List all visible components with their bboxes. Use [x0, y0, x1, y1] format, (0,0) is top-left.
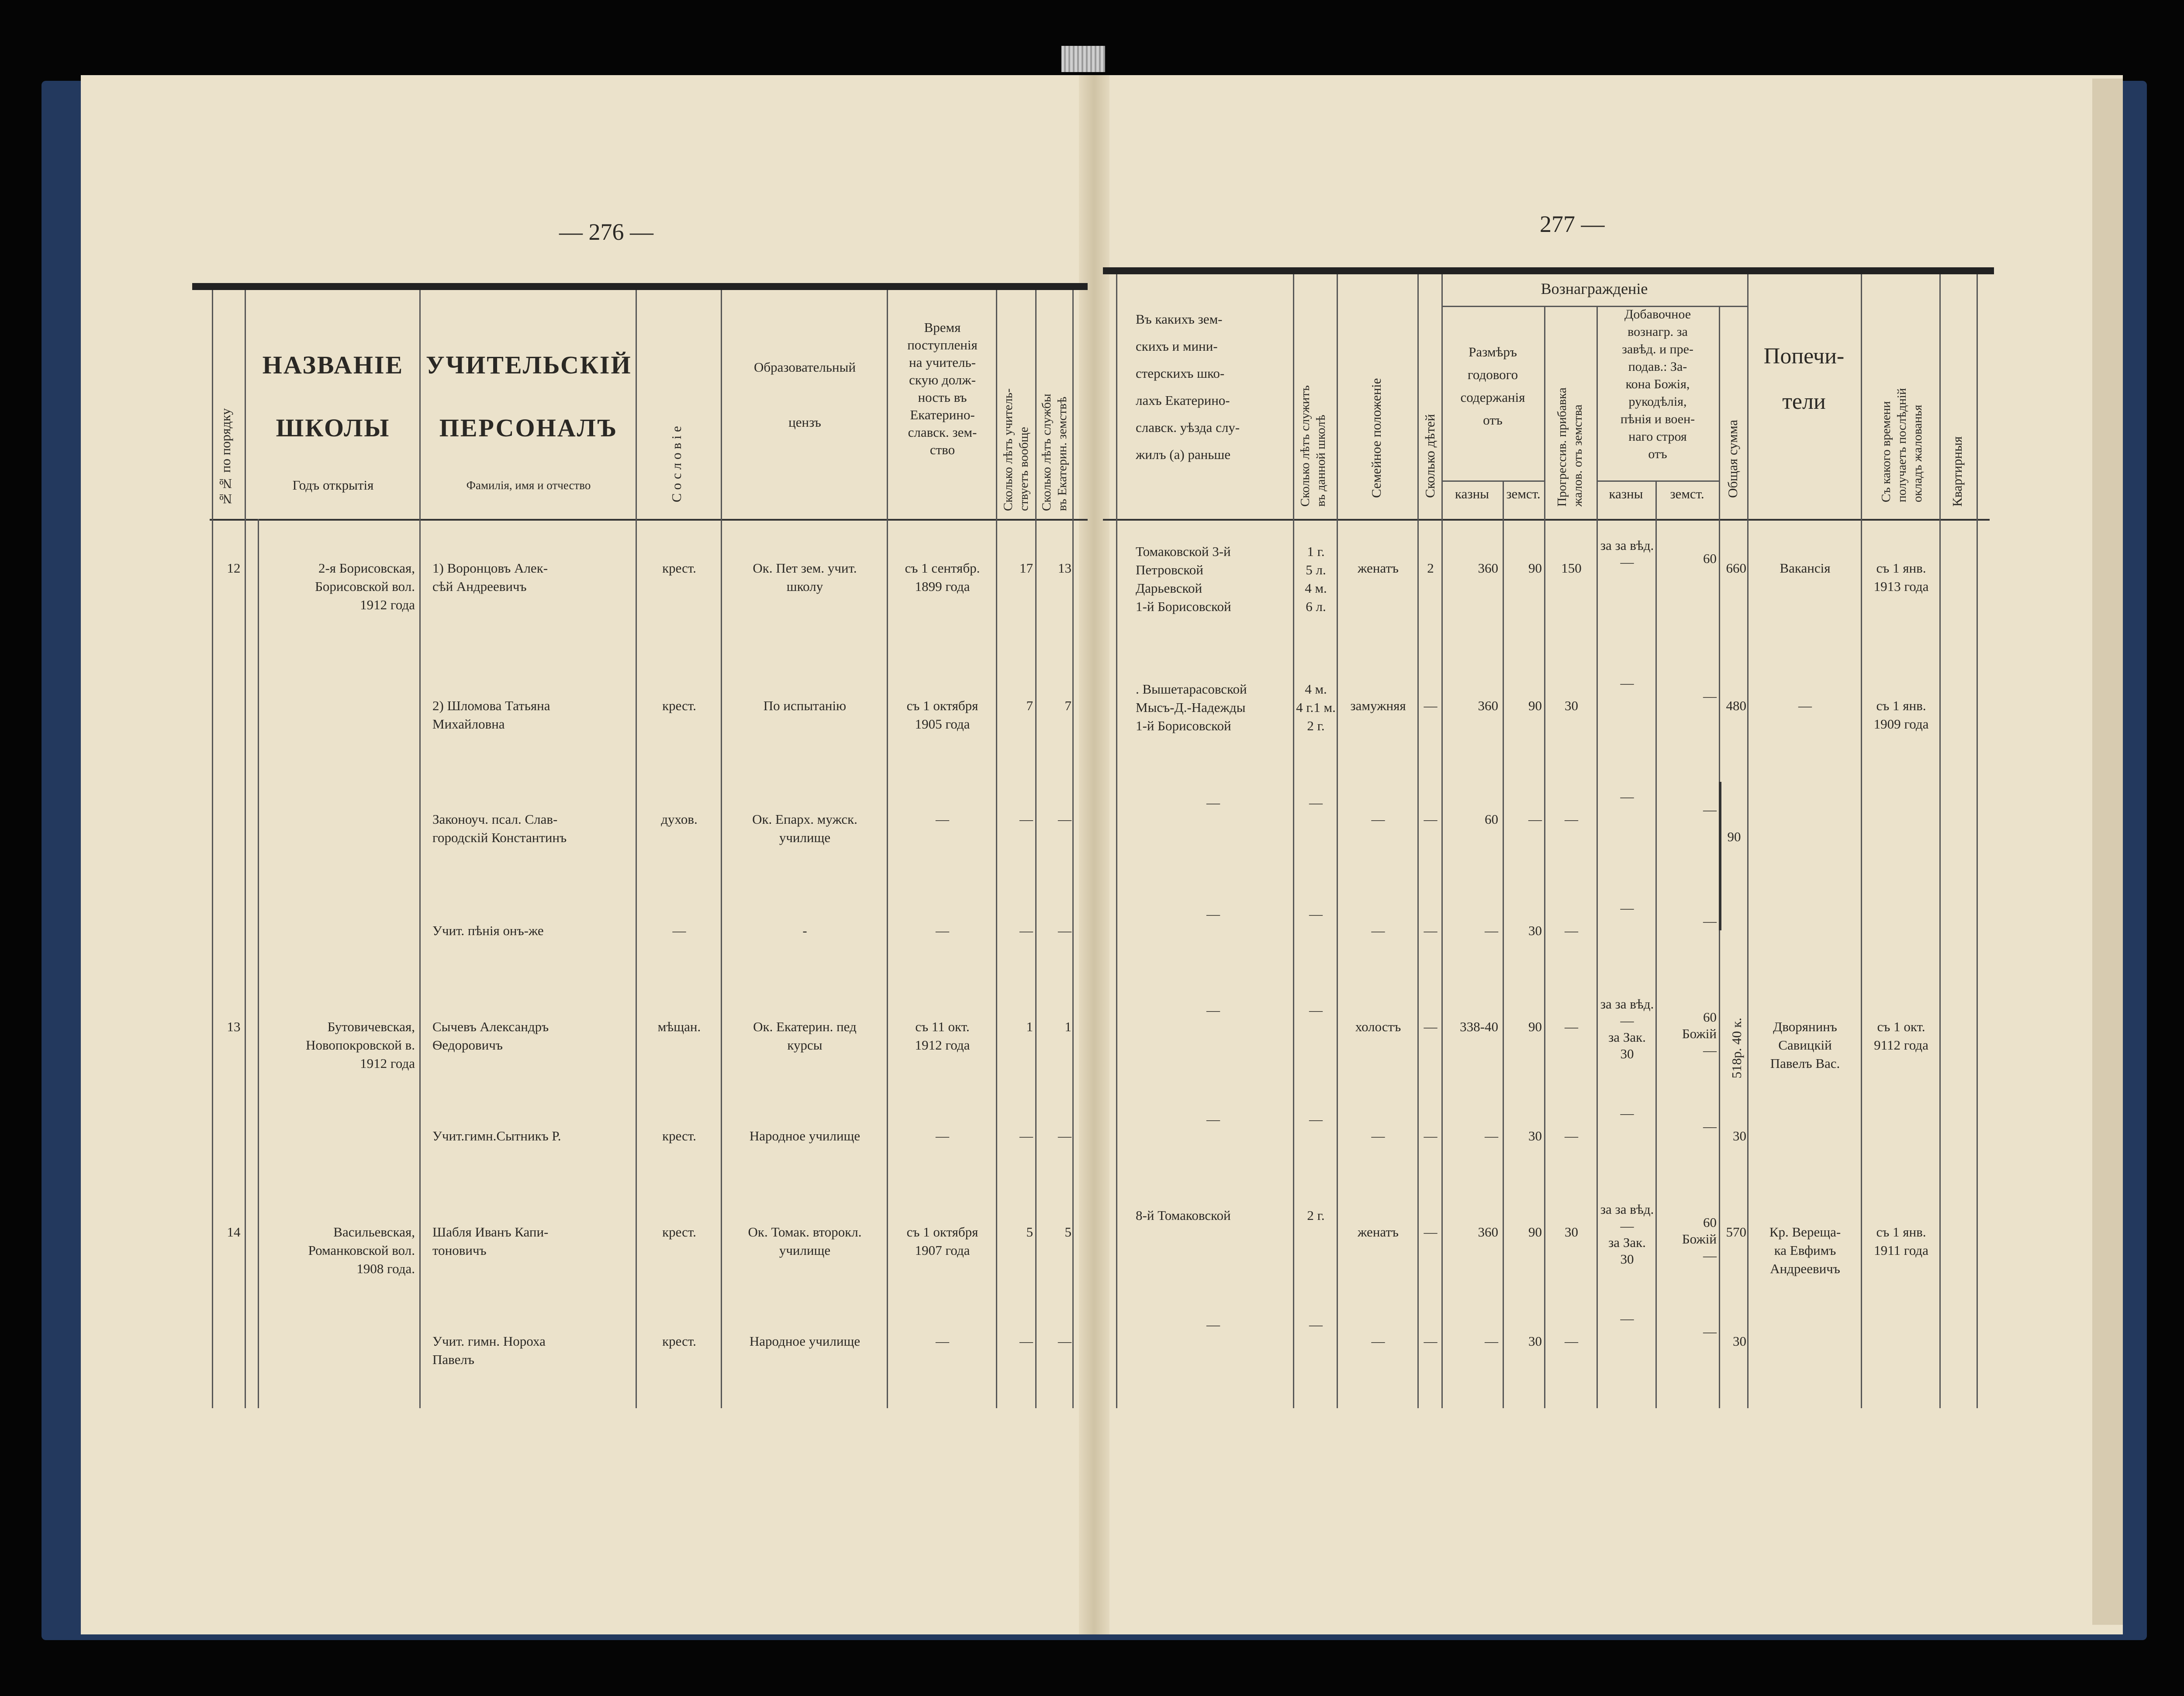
- trustee: Кр. Верещa- ка Евфимъ Андреевичъ: [1769, 1224, 1841, 1276]
- header-time-entry: Время поступленія на учитель- скую долж- ность въ Екатерино- славск. зем- ство: [907, 320, 978, 457]
- teacher-estate: крест.: [662, 698, 696, 713]
- header-salary-zemst: земст.: [1506, 486, 1541, 501]
- col-divider: [1337, 274, 1338, 1408]
- family-status: —: [1371, 923, 1385, 938]
- header-estate: Сословіе: [669, 422, 684, 502]
- years-here: 4 м. 4 г.1 м. 2 г.: [1296, 681, 1336, 733]
- salary-kazny: —: [1485, 1333, 1498, 1349]
- years-here: —: [1309, 795, 1323, 810]
- teacher-name: 1) Воронцовъ Алек- сѣй Андреевичъ: [432, 560, 548, 594]
- salary-zemst: 30: [1528, 1128, 1542, 1143]
- right-table-top-rule: [1103, 267, 1994, 274]
- col-divider: [1072, 290, 1074, 1408]
- teacher-education: -: [802, 923, 807, 938]
- extra-zemst: 60: [1703, 551, 1717, 566]
- extra-zemst: —: [1703, 1324, 1717, 1339]
- header-years-here: Сколько лѣтъ служитъ въ данной школѣ: [1298, 385, 1328, 507]
- header-salary-kazny: казны: [1455, 486, 1489, 501]
- extra-kazny: за за вѣд. — за Зак. 30: [1600, 996, 1654, 1061]
- total-sum: 570: [1726, 1224, 1746, 1240]
- previous-schools: —: [1206, 1317, 1220, 1332]
- progressive-bonus: —: [1565, 1019, 1578, 1034]
- bookmark-ribbon: [1061, 46, 1105, 72]
- years-zemstvo: 5: [1064, 1224, 1071, 1240]
- previous-schools: . Вышетарасовской Мысъ-Д.-Надежды 1-й Борисовской: [1136, 681, 1247, 733]
- header-school-title: НАЗВАНІЕ ШКОЛЫ: [262, 351, 404, 442]
- header-years-zemstvo: Сколько лѣтъ службы въ Екатерин. земствѣ: [1040, 394, 1069, 511]
- salary-zemst: 30: [1528, 923, 1542, 938]
- years-total: —: [1019, 812, 1033, 827]
- col-divider: [1655, 480, 1657, 1408]
- salary-since: съ 1 окт. 9112 года: [1874, 1019, 1928, 1053]
- years-total: 7: [1026, 698, 1033, 713]
- years-zemstvo: 1: [1064, 1019, 1071, 1034]
- total-sum: 480: [1726, 698, 1746, 713]
- extra-kazny: —: [1620, 1311, 1634, 1326]
- years-zemstvo: 7: [1064, 698, 1071, 713]
- header-total-sum: Общая сумма: [1725, 419, 1740, 498]
- left-table-top-rule: [192, 283, 1088, 290]
- extra-zemst: 60 Божій —: [1682, 1215, 1717, 1263]
- extra-sub-rule: [1597, 480, 1719, 482]
- col-divider: [721, 290, 722, 1408]
- extra-kazny: —: [1620, 789, 1634, 804]
- teacher-education: Ок. Екатерин. пед курсы: [753, 1019, 857, 1053]
- years-here: —: [1309, 1112, 1323, 1127]
- salary-zemst: 90: [1528, 560, 1542, 576]
- children-count: —: [1424, 1333, 1438, 1349]
- years-here: 1 г. 5 л. 4 м. 6 л.: [1305, 544, 1327, 614]
- total-sum: 30: [1733, 1128, 1746, 1143]
- header-progressive: Прогрессив. прибавка жалов. отъ земства: [1555, 387, 1585, 507]
- teacher-estate: крест.: [662, 1224, 696, 1240]
- col-divider: [1293, 274, 1294, 1408]
- salary-zemst: 90: [1528, 1224, 1542, 1240]
- teacher-name: 2) Шломова Татьяна Михайловна: [432, 698, 550, 732]
- teacher-estate: духов.: [661, 812, 698, 827]
- teacher-name: Шабля Иванъ Капи- тоновичъ: [432, 1224, 549, 1258]
- years-total: —: [1019, 923, 1033, 938]
- teacher-education: Ок. Томак. второкл. училище: [748, 1224, 862, 1258]
- col-divider: [1544, 306, 1545, 1408]
- header-reward-group: Вознагражденіе: [1541, 280, 1648, 297]
- previous-schools: —: [1206, 906, 1220, 922]
- header-staff-sub: Фамилія, имя и отчество: [466, 479, 591, 492]
- years-total: 5: [1026, 1224, 1033, 1240]
- teacher-education: Народное училище: [749, 1333, 860, 1349]
- salary-kazny: 60: [1485, 812, 1498, 827]
- school-name: 2-я Борисовская, Борисовской вол. 1912 года: [315, 560, 415, 612]
- header-extra: Добавочное вознагр. за завѣд. и пре- подав.: За- кона Божія, рукодѣлія, пѣнія и воен- наго строя отъ: [1620, 307, 1695, 461]
- trustee: Дворянинъ Савицкій Павелъ Вас.: [1770, 1019, 1840, 1071]
- page-number-left: — 276 —: [559, 219, 653, 245]
- entry-date: съ 1 октября 1905 года: [906, 698, 978, 732]
- entry-date: съ 1 сентябр. 1899 года: [905, 560, 980, 594]
- teacher-education: Народное училище: [749, 1128, 860, 1143]
- years-zemstvo: 13: [1058, 560, 1071, 576]
- header-housing: Квартирныя: [1949, 436, 1965, 507]
- years-here: 2 г.: [1307, 1208, 1325, 1223]
- extra-zemst: 60 Божій —: [1682, 1009, 1717, 1058]
- extra-kazny: —: [1620, 1105, 1634, 1121]
- total-sum: 518р. 40 к.: [1729, 1018, 1744, 1079]
- entry-date: съ 11 окт. 1912 года: [915, 1019, 970, 1053]
- family-status: женатъ: [1358, 1224, 1399, 1240]
- page-number-right: 277 —: [1540, 211, 1605, 237]
- teacher-name: Учит.гимн.Сытникъ Р.: [432, 1128, 561, 1143]
- col-divider: [1116, 274, 1117, 1408]
- right-header-bottom-rule: [1103, 519, 1990, 521]
- teacher-estate: крест.: [662, 1128, 696, 1143]
- left-border: [212, 290, 213, 1408]
- salary-zemst: —: [1528, 812, 1542, 827]
- header-salary-size: Размѣръ годового содержанія отъ: [1460, 344, 1525, 428]
- col-divider: [1977, 274, 1978, 1408]
- left-page: [81, 75, 1094, 1634]
- salary-since: съ 1 янв. 1911 года: [1874, 1224, 1928, 1258]
- teacher-education: Ок. Епарх. мужск. училище: [752, 812, 857, 845]
- salary-zemst: 90: [1528, 1019, 1542, 1034]
- col-divider: [1747, 274, 1749, 1408]
- teacher-estate: мѣщан.: [657, 1019, 701, 1034]
- total-sum: 660: [1726, 560, 1746, 576]
- family-status: —: [1371, 1333, 1385, 1349]
- trustee: Вакансія: [1780, 560, 1831, 576]
- years-zemstvo: —: [1058, 1333, 1071, 1349]
- row-number: 14: [227, 1224, 241, 1240]
- years-total: —: [1019, 1333, 1033, 1349]
- left-header-bottom-rule: [210, 519, 1088, 521]
- total-sum: 30: [1733, 1333, 1746, 1349]
- entry-date: —: [936, 923, 949, 938]
- col-divider: [1597, 306, 1598, 1408]
- merged-total-90: 90: [1727, 829, 1741, 844]
- col-divider: [996, 290, 997, 1408]
- teacher-name: Законоуч. псал. Слав- городскій Константинъ: [432, 812, 567, 845]
- years-total: 17: [1019, 560, 1033, 576]
- teacher-education: По испытанію: [763, 698, 847, 713]
- col-divider: [636, 290, 637, 1408]
- salary-kazny: 360: [1478, 1224, 1498, 1240]
- children-count: —: [1424, 1224, 1438, 1240]
- school-name: Бутовичевская, Новопокровской в. 1912 года: [306, 1019, 415, 1071]
- salary-kazny: 338-40: [1460, 1019, 1498, 1034]
- progressive-bonus: —: [1565, 923, 1578, 938]
- col-divider: [1035, 290, 1037, 1408]
- extra-kazny: —: [1620, 900, 1634, 915]
- family-status: женатъ: [1358, 560, 1399, 576]
- teacher-estate: крест.: [662, 560, 696, 576]
- entry-date: —: [936, 1333, 949, 1349]
- family-status: холостъ: [1355, 1019, 1401, 1034]
- previous-schools: —: [1206, 1002, 1220, 1018]
- family-status: замужняя: [1350, 698, 1406, 713]
- teacher-name: Сычевъ Александръ Ѳедоровичъ: [432, 1019, 549, 1053]
- children-count: —: [1424, 812, 1438, 827]
- header-children: Сколько дѣтей: [1422, 414, 1438, 498]
- header-num: №№ по порядку: [218, 408, 233, 507]
- years-here: —: [1309, 1317, 1323, 1332]
- extra-zemst: —: [1703, 1119, 1717, 1134]
- col-divider: [419, 290, 421, 1408]
- salary-kazny: —: [1485, 1128, 1498, 1143]
- children-count: —: [1424, 698, 1438, 713]
- header-extra-zemst: земст.: [1670, 486, 1704, 501]
- salary-kazny: 360: [1478, 698, 1498, 713]
- entry-date: съ 1 октября 1907 года: [906, 1224, 978, 1258]
- entry-date: —: [936, 812, 949, 827]
- extra-kazny: за за вѣд. —: [1600, 538, 1654, 570]
- progressive-bonus: —: [1565, 1333, 1578, 1349]
- col-divider: [1939, 274, 1941, 1408]
- header-education: Образовательный цензъ: [753, 359, 856, 430]
- previous-schools: 8-й Томаковской: [1136, 1208, 1231, 1223]
- progressive-bonus: 30: [1565, 698, 1578, 713]
- salary-since: съ 1 янв. 1913 года: [1873, 560, 1929, 594]
- years-total: —: [1019, 1128, 1033, 1143]
- header-years-total: Сколько лѣтъ учитель- ствуетъ вообще: [1001, 388, 1031, 511]
- family-status: —: [1371, 1128, 1385, 1143]
- progressive-bonus: —: [1565, 812, 1578, 827]
- extra-zemst: —: [1703, 913, 1717, 929]
- years-total: 1: [1026, 1019, 1033, 1034]
- progressive-bonus: —: [1565, 1128, 1578, 1143]
- col-divider: [1503, 480, 1504, 1408]
- header-trustees: Попечи- тели: [1763, 344, 1845, 414]
- teacher-name: Учит. гимн. Нороха Павелъ: [432, 1333, 546, 1367]
- extra-zemst: —: [1703, 802, 1717, 817]
- teacher-education: Ок. Пет зем. учит. школу: [753, 560, 857, 594]
- col-divider: [1861, 274, 1862, 1408]
- years-zemstvo: —: [1058, 923, 1071, 938]
- row-number: 13: [227, 1019, 241, 1034]
- salary-sub-rule: [1441, 480, 1544, 482]
- salary-zemst: 30: [1528, 1333, 1542, 1349]
- salary-zemst: 90: [1528, 698, 1542, 713]
- merged-total-bracket: [1719, 782, 1721, 930]
- school-name: Васильевская, Романковской вол. 1908 года.: [308, 1224, 415, 1276]
- extra-kazny: —: [1620, 675, 1634, 691]
- col-divider: [887, 290, 888, 1408]
- extra-kazny: за за вѣд. — за Зак. 30: [1600, 1202, 1654, 1267]
- page-edges: [2092, 79, 2123, 1625]
- children-count: —: [1424, 1019, 1438, 1034]
- teacher-estate: —: [672, 923, 686, 938]
- entry-date: —: [936, 1128, 949, 1143]
- trustee: —: [1798, 698, 1812, 713]
- row-number: 12: [227, 560, 241, 576]
- previous-schools: —: [1206, 1112, 1220, 1127]
- teacher-name: Учит. пѣнія онъ-же: [432, 923, 544, 938]
- header-since-when: Съ какого времени получаетъ послѣдній окладъ жалованья: [1879, 388, 1925, 502]
- header-prev-schools: Въ какихъ зем- скихъ и мини- стерскихъ шко- лахъ Екатерино- славск. уѣзда слу- жилъ (а) раньше: [1136, 311, 1240, 462]
- col-divider: [1417, 274, 1419, 1408]
- salary-kazny: —: [1485, 923, 1498, 938]
- salary-kazny: 360: [1478, 560, 1498, 576]
- header-extra-kazny: казны: [1609, 486, 1643, 501]
- salary-since: съ 1 янв. 1909 года: [1873, 698, 1929, 732]
- previous-schools: Томаковской 3-й Петровской Дарьевской 1-й Борисовской: [1136, 544, 1231, 614]
- years-here: —: [1309, 906, 1323, 922]
- progressive-bonus: 30: [1565, 1224, 1578, 1240]
- years-here: —: [1309, 1002, 1323, 1018]
- extra-zemst: —: [1703, 688, 1717, 704]
- book-spine: [1079, 75, 1109, 1634]
- teacher-estate: крест.: [662, 1333, 696, 1349]
- family-status: —: [1371, 812, 1385, 827]
- children-count: —: [1424, 923, 1438, 938]
- years-zemstvo: —: [1058, 1128, 1071, 1143]
- previous-schools: —: [1206, 795, 1220, 810]
- children-count: 2: [1427, 560, 1434, 576]
- progressive-bonus: 150: [1561, 560, 1582, 576]
- header-staff-title: УЧИТЕЛЬСКІЙ ПЕРСОНАЛЪ: [426, 351, 632, 442]
- col-divider: [245, 290, 246, 1408]
- years-zemstvo: —: [1058, 812, 1071, 827]
- header-family: Семейное положеніе: [1368, 378, 1384, 498]
- header-school-sub: Годъ открытія: [292, 477, 374, 493]
- children-count: —: [1424, 1128, 1438, 1143]
